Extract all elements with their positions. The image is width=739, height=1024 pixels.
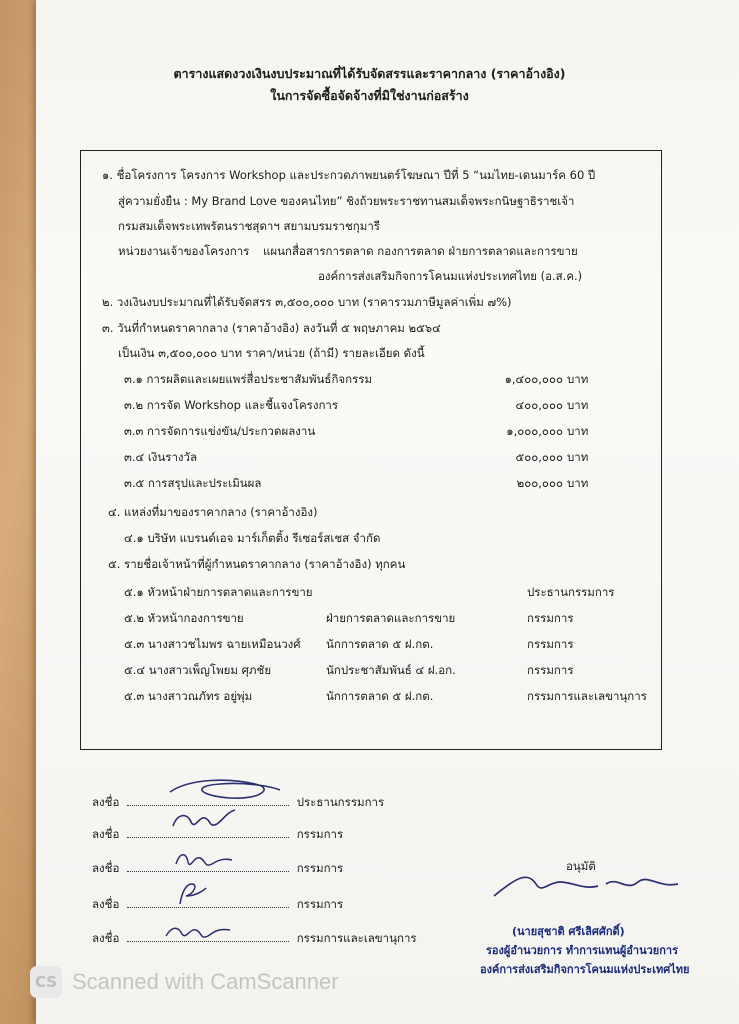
member-role: กรรมการ bbox=[527, 611, 574, 625]
cost-row-amount: ๑,๔๐๐,๐๐๐ bbox=[504, 372, 563, 386]
signature-line bbox=[92, 896, 343, 914]
approver-title-stamp: รองผู้อำนวยการ ทำการแทนผู้อำนวยการ bbox=[486, 944, 678, 957]
cost-row-label: ๓.๑ การผลิตและเผยแพร่สื่อประชาสัมพันธ์กิจกรรม bbox=[124, 372, 373, 386]
cost-row-label: ๓.๔ เงินรางวัล bbox=[124, 450, 198, 464]
member-position: นักการตลาด ๕ ฝ.กต. bbox=[326, 637, 434, 651]
cost-row-unit: บาท bbox=[567, 424, 589, 438]
approver-name-stamp: (นายสุชาติ ศรีเลิศศักดิ์) bbox=[512, 925, 625, 938]
signature-role: กรรมการ bbox=[296, 827, 344, 841]
cost-row-amount: ๒๐๐,๐๐๐ bbox=[516, 476, 563, 490]
member-position: นักประชาสัมพันธ์ ๔ ฝ.อก. bbox=[326, 663, 456, 677]
signature-role: กรรมการและเลขานุการ bbox=[296, 931, 417, 945]
signature-label: ลงชื่อ bbox=[92, 931, 120, 945]
cost-row-unit: บาท bbox=[567, 476, 589, 490]
cost-row-unit: บาท bbox=[567, 450, 589, 464]
agency-label: หน่วยงานเจ้าของโครงการ bbox=[118, 244, 250, 258]
member-position: ฝ่ายการตลาดและการขาย bbox=[326, 611, 456, 625]
item1-line3: กรมสมเด็จพระเทพรัตนราชสุดาฯ สยามบรมราชกุมารี bbox=[118, 219, 380, 233]
handwritten-signature bbox=[165, 804, 245, 834]
member-role: กรรมการ bbox=[527, 637, 574, 651]
approver-org-stamp: องค์การส่งเสริมกิจการโคนมแห่งประเทศไทย bbox=[480, 963, 690, 976]
member-role: ประธานกรรมการ bbox=[527, 585, 615, 599]
signature-role: กรรมการ bbox=[296, 897, 344, 911]
item3-line1: ๓. วันที่กำหนดราคากลาง (ราคาอ้างอิง) ลงวันที่ ๕ พฤษภาคม ๒๕๖๔ bbox=[102, 321, 441, 335]
signature-label: ลงชื่อ bbox=[92, 897, 120, 911]
handwritten-signature bbox=[172, 878, 212, 908]
approver-signature bbox=[488, 866, 688, 906]
member-role: กรรมการและเลขานุการ bbox=[527, 689, 647, 703]
cost-row-label: ๓.๓ การจัดการแข่งขัน/ประกวดผลงาน bbox=[124, 424, 316, 438]
camscanner-text: Scanned with CamScanner bbox=[72, 969, 339, 994]
document-subtitle: ในการจัดซื้อจัดจ้างที่มิใช่งานก่อสร้าง bbox=[270, 88, 469, 103]
cost-row-amount: ๔๐๐,๐๐๐ bbox=[515, 398, 563, 412]
item4-source: ๔.๑ บริษัท แบรนด์เอจ มาร์เก็ตติ้ง รีเซอร์สเชส จำกัด bbox=[124, 531, 381, 545]
signature-label: ลงชื่อ bbox=[92, 795, 120, 809]
member-name: ๕.๓ นางสาวณภัทร อยู่พุ่ม bbox=[124, 689, 253, 703]
document-title: ตารางแสดงวงเงินงบประมาณที่ได้รับจัดสรรและราคากลาง (ราคาอ้างอิง) bbox=[173, 66, 566, 81]
signature-label: ลงชื่อ bbox=[92, 827, 120, 841]
camscanner-logo-icon: CS bbox=[30, 966, 62, 998]
agency-line2: องค์การส่งเสริมกิจการโคนมแห่งประเทศไทย (อ.ส.ค.) bbox=[318, 269, 583, 283]
cost-row-unit: บาท bbox=[567, 398, 589, 412]
signature-role: กรรมการ bbox=[296, 861, 344, 875]
handwritten-signature bbox=[160, 776, 290, 804]
member-role: กรรมการ bbox=[527, 663, 574, 677]
handwritten-signature bbox=[160, 918, 240, 944]
signature-line bbox=[92, 930, 417, 948]
item1-line2: สู่ความยั่งยืน : My Brand Love ของคนไทย” ชิงถ้วยพระราชทานสมเด็จพระกนิษฐาธิราชเจ้า bbox=[118, 194, 575, 208]
member-name: ๕.๔ นางสาวเพ็ญโพยม ศุภชัย bbox=[124, 663, 272, 677]
item3-line2: เป็นเงิน ๓,๕๐๐,๐๐๐ บาท ราคา/หน่วย (ถ้ามี) รายละเอียด ดังนี้ bbox=[118, 346, 425, 360]
cost-row-amount: ๑,๐๐๐,๐๐๐ bbox=[506, 424, 563, 438]
signature-label: ลงชื่อ bbox=[92, 861, 120, 875]
item4-line1: ๔. แหล่งที่มาของราคากลาง (ราคาอ้างอิง) bbox=[108, 505, 318, 519]
cost-row-label: ๓.๒ การจัด Workshop และชี้แจงโครงการ bbox=[124, 398, 339, 412]
cost-row-label: ๓.๕ การสรุปและประเมินผล bbox=[124, 476, 262, 490]
item1-line1: ๑. ชื่อโครงการ โครงการ Workshop และประกวดภาพยนตร์โฆษณา ปีที่ 5 “นมไทย-เดนมาร์ค 60 ปี bbox=[102, 168, 596, 182]
member-name: ๕.๒ หัวหน้ากองการขาย bbox=[124, 611, 244, 625]
member-name: ๕.๓ นางสาวชไมพร ฉายเหมือนวงศ์ bbox=[124, 637, 301, 651]
member-name: ๕.๑ หัวหน้าฝ่ายการตลาดและการขาย bbox=[124, 585, 313, 599]
agency-line1: แผนกสื่อสารการตลาด กองการตลาด ฝ่ายการตลาดและการขาย bbox=[263, 244, 578, 258]
signature-role: ประธานกรรมการ bbox=[296, 795, 385, 809]
cost-row-unit: บาท bbox=[567, 372, 589, 386]
camscanner-watermark bbox=[30, 966, 339, 998]
handwritten-signature bbox=[170, 846, 240, 872]
member-position: นักการตลาด ๕ ฝ.กต. bbox=[326, 689, 434, 703]
item5-line1: ๕. รายชื่อเจ้าหน้าที่ผู้กำหนดราคากลาง (ราคาอ้างอิง) ทุกคน bbox=[108, 557, 406, 571]
cost-row-amount: ๕๐๐,๐๐๐ bbox=[515, 450, 563, 464]
approval-label: อนุมัติ bbox=[566, 859, 596, 873]
item2-budget: ๒. วงเงินงบประมาณที่ได้รับจัดสรร ๓,๕๐๐,๐๐๐ บาท (ราคารวมภาษีมูลค่าเพิ่ม ๗%) bbox=[102, 295, 512, 309]
